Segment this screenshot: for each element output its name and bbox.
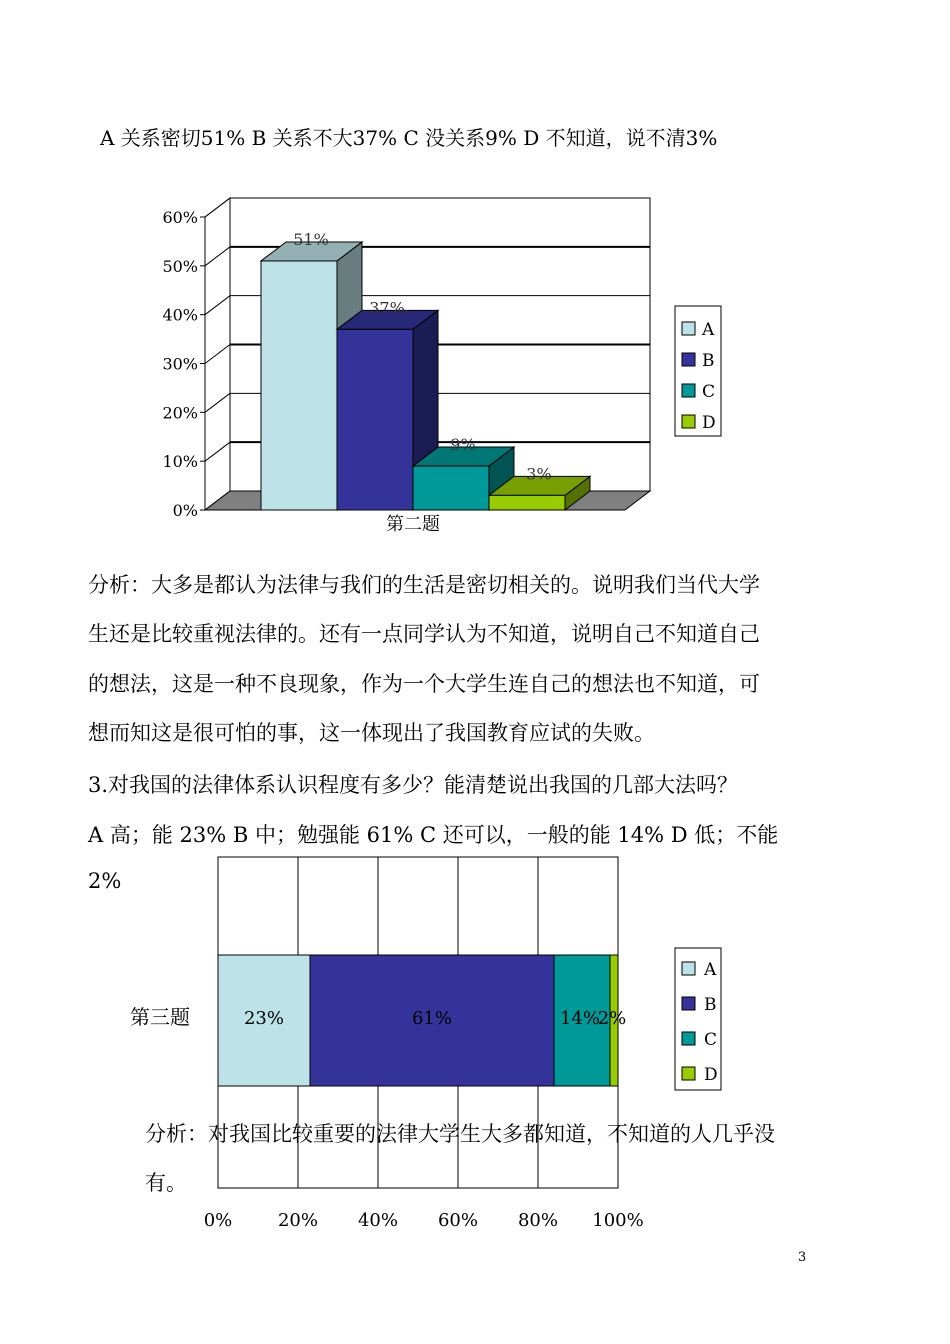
chart1-data-label: 9% xyxy=(450,435,476,455)
chart2-x-tick-label: 40% xyxy=(357,1210,399,1231)
chart1-data-label: 37% xyxy=(369,298,405,318)
chart2-data-label: 61% xyxy=(411,1008,453,1029)
chart2-legend-label: C xyxy=(704,1030,718,1050)
chart1-legend-label: B xyxy=(702,351,715,371)
chart2-x-tick-label: 80% xyxy=(517,1210,559,1231)
q3-options-line-1: A 高；能 23% B 中；勉强能 61% C 还可以，一般的能 14% D 低；不能 xyxy=(88,823,779,847)
q3-options-line-2: 2% xyxy=(88,869,122,893)
analysis3-line-1: 分析：对我国比较重要的法律大学生大多都知道，不知道的人几乎没 xyxy=(145,1122,775,1146)
chart1-y-tick-label: 50% xyxy=(162,256,198,276)
chart1-data-label: 51% xyxy=(293,229,329,249)
chart2-category-label: 第三题 xyxy=(130,1005,190,1029)
chart2-x-tick-label: 60% xyxy=(437,1210,479,1231)
chart1-x-label: 第二题 xyxy=(386,514,440,535)
chart2-legend-label: B xyxy=(704,995,717,1015)
analysis2-line-2: 生还是比较重视法律的。还有一点同学认为不知道，说明自己不知道自己 xyxy=(88,622,760,646)
chart2-legend-swatch-d xyxy=(682,1067,695,1080)
q2-options: A 关系密切51% B 关系不大37% C 没关系9% D 不知道，说不清3% xyxy=(100,126,718,150)
q3-title: 3.对我国的法律体系认识程度有多少？能清楚说出我国的几部大法吗？ xyxy=(88,773,739,797)
chart2-x-tick-label: 20% xyxy=(277,1210,319,1231)
chart2-legend-label: A xyxy=(704,960,717,980)
analysis3-line-2: 有。 xyxy=(145,1171,187,1195)
chart1-y-tick-label: 20% xyxy=(162,403,198,423)
chart1-y-tick-label: 0% xyxy=(172,501,198,520)
chart2-legend-swatch-c xyxy=(682,1032,695,1045)
chart2-data-label: 2% xyxy=(597,1008,627,1029)
chart1-data-label: 3% xyxy=(526,464,552,484)
chart1-legend-label: D xyxy=(702,413,716,433)
analysis2-line-4: 想而知这是很可怕的事，这一体现出了我国教育应试的失败。 xyxy=(88,721,655,745)
chart1-legend-label: C xyxy=(702,382,716,402)
chart1-y-tick-label: 60% xyxy=(162,208,198,227)
chart2-data-label: 14% xyxy=(559,1008,601,1029)
analysis2-line-3: 的想法，这是一种不良现象，作为一个大学生连自己的想法也不知道，可 xyxy=(88,672,760,696)
chart1-y-tick-label: 30% xyxy=(162,354,198,374)
chart1-legend-label: A xyxy=(702,320,715,340)
chart2-legend-swatch-b xyxy=(682,997,695,1010)
chart1-y-tick-label: 40% xyxy=(162,305,198,325)
chart2-legend-swatch-a xyxy=(682,962,695,975)
chart2-legend-label: D xyxy=(704,1065,718,1085)
analysis2-line-1: 分析：大多是都认为法律与我们的生活是密切相关的。说明我们当代大学 xyxy=(88,573,760,597)
chart1-y-tick-label: 10% xyxy=(162,452,198,472)
page-number: 3 xyxy=(798,1250,807,1265)
chart2-x-tick-label: 0% xyxy=(203,1210,233,1231)
chart2-x-tick-label: 100% xyxy=(592,1210,644,1231)
chart2-data-label: 23% xyxy=(243,1008,285,1029)
